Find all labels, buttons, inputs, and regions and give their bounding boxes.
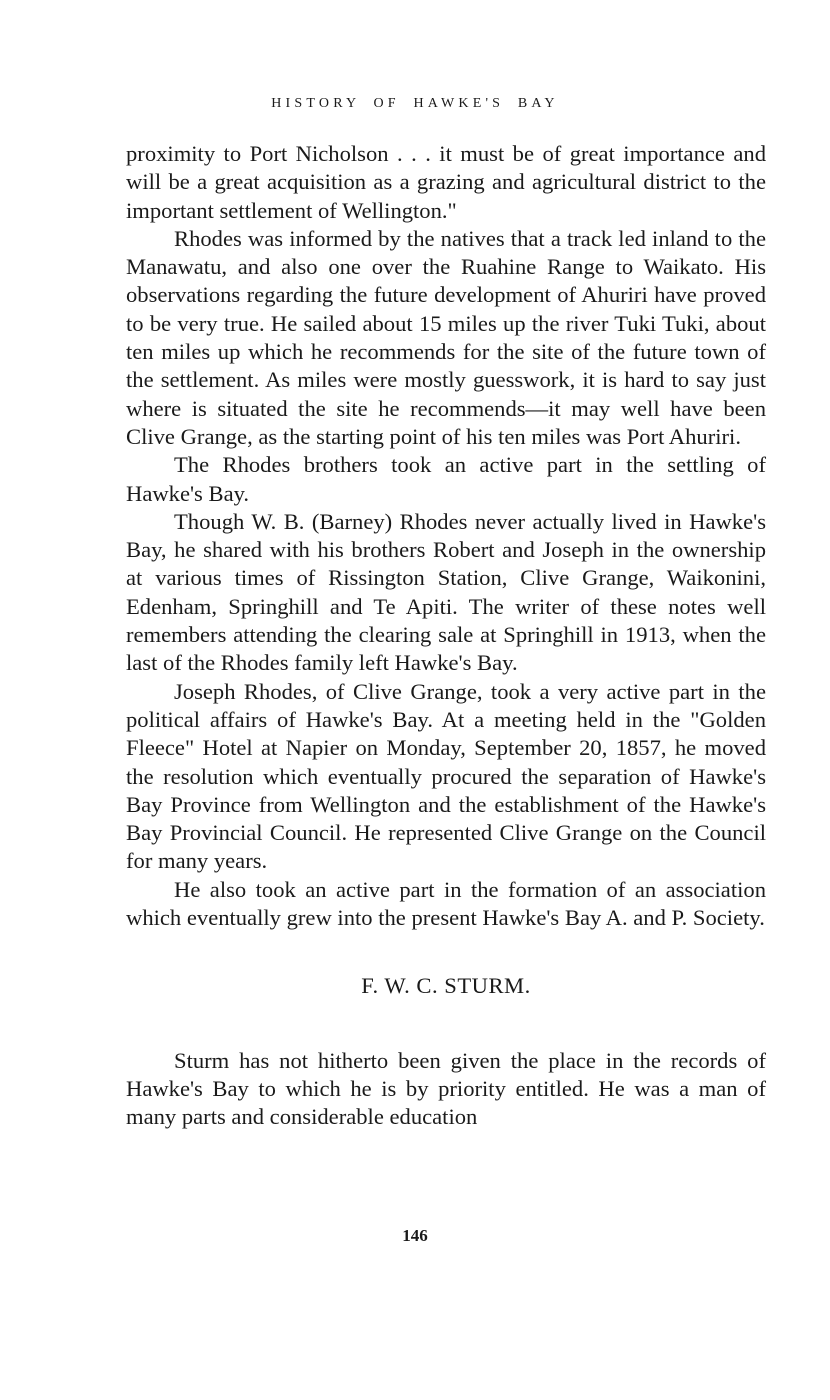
paragraph: Though W. B. (Barney) Rhodes never actually lived in Hawke's Bay, he shared with his brothers Robert and Joseph in the ownership at various times of Rissington Station, Clive Grange, Waikonini, Edenham, Springhill and Te Apiti. The writer of these notes well remembers attending the clearing sale at Springhill in 1913, when the last of the Rhodes family left Hawke's Bay. [126,508,766,676]
paragraph: He also took an active part in the formation of an association which eventually grew into the present Hawke's Bay A. and P. Society. [126,876,766,931]
paragraph: Sturm has not hitherto been given the place in the records of Hawke's Bay to which he is by priority entitled. He was a man of many parts and considerable education [126,1047,766,1130]
section-heading: F. W. C. STURM. [361,973,531,999]
paragraph: Joseph Rhodes, of Clive Grange, took a very active part in the political affairs of Hawke's Bay. At a meeting held in the "Golden Fleece" Hotel at Napier on Monday, September 20, 1857, he moved the resolution which eventually procured the separation of Hawke's Bay Province from Wellington and the establishment of the Hawke's Bay Provincial Council. He represented Clive Grange on the Council for many years. [126,678,766,874]
page-number: 146 [402,1226,428,1245]
running-head: HISTORY OF HAWKE'S BAY [271,96,559,111]
paragraph-continued: proximity to Port Nicholson . . . it must be of great importance and will be a great acquisition as a grazing and agricultural district to the important settlement of Wellington." [126,141,766,223]
paragraph: The Rhodes brothers took an active part in the settling of Hawke's Bay. [126,452,766,506]
paragraph: Rhodes was informed by the natives that a track led inland to the Manawatu, and also one over the Ruahine Range to Waikato. His observations regarding the future development of Ahuriri have proved to be very true. He sailed about 15 miles up the river Tuki Tuki, about ten miles up which he recommends for the site of the future town of the settlement. As miles were mostly guesswork, it is hard to say just where is situated the site he recommends—it may well have been Clive Grange, as the starting point of his ten miles was Port Ahuriri. [126,225,766,449]
body-text [126,140,766,1132]
